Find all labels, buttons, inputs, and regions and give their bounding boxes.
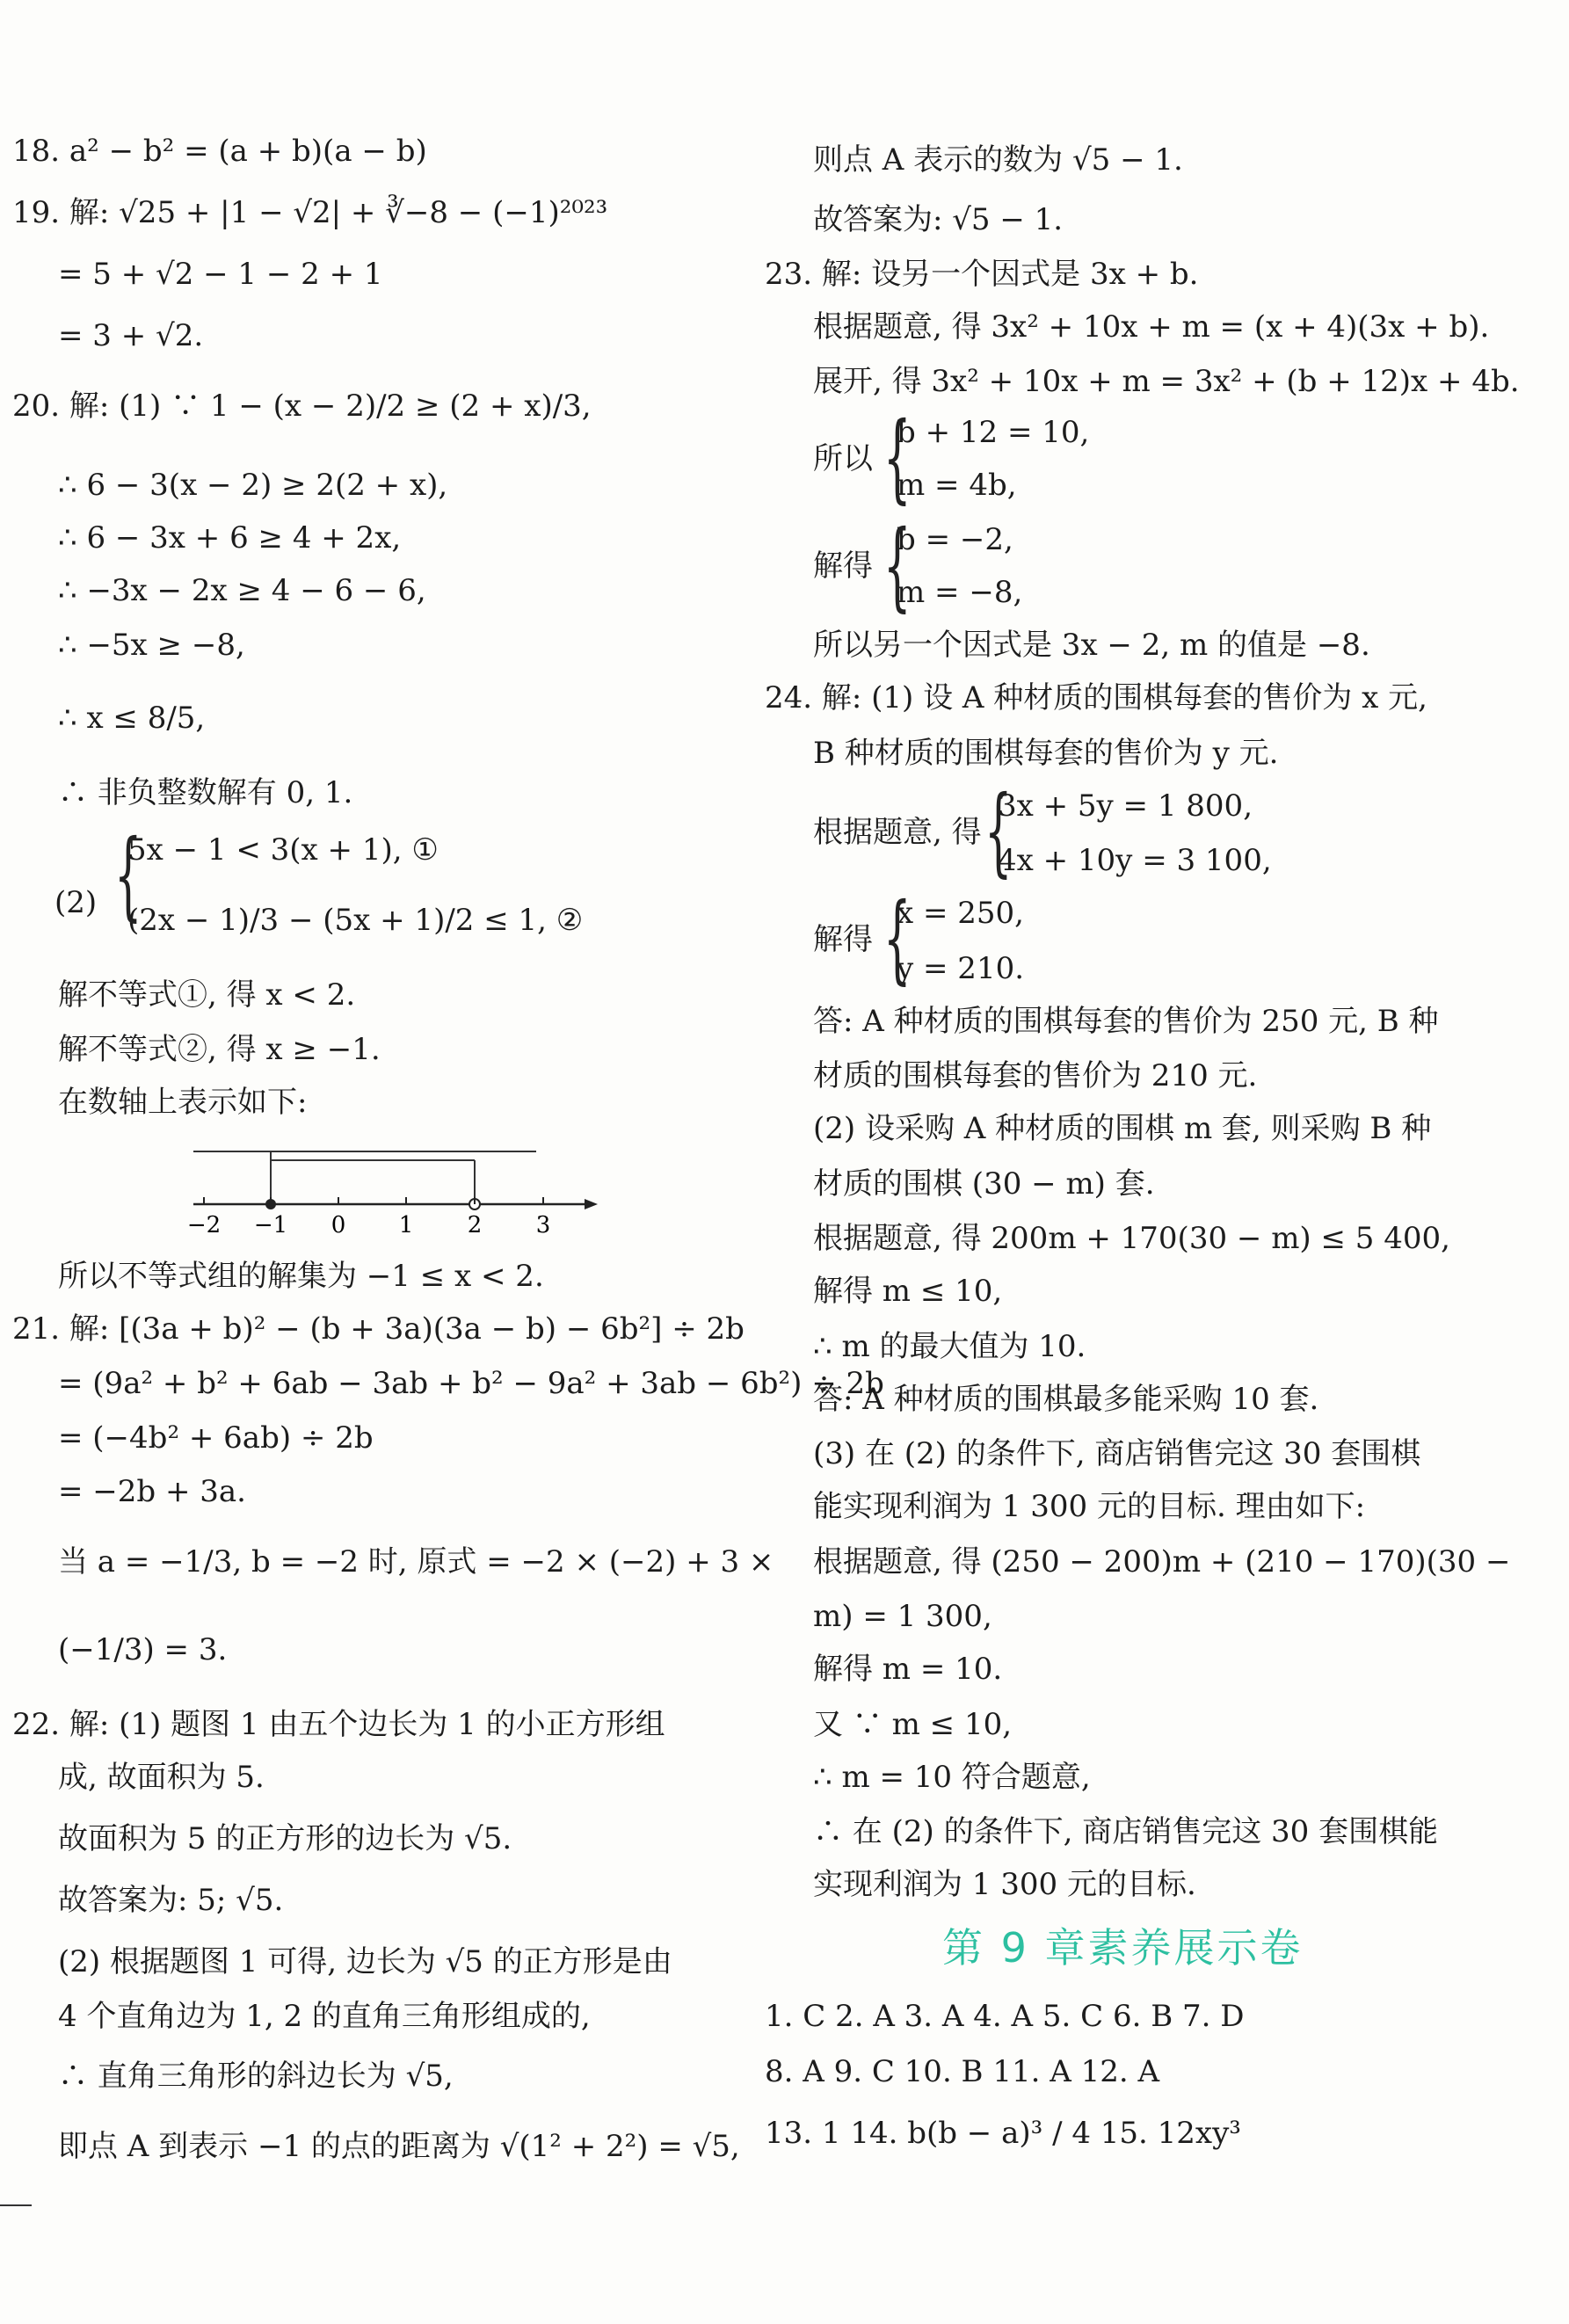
- text-line: 则点 A 表示的数为 √5 − 1.: [813, 142, 1183, 178]
- text-line: ∴ 非负整数解有 0, 1.: [58, 775, 353, 810]
- text-line: 根据题意, 得 3x² + 10x + m = (x + 4)(3x + b).: [813, 309, 1490, 345]
- text-line: b + 12 = 10,: [897, 415, 1090, 450]
- text-line: 4x + 10y = 3 100,: [998, 843, 1272, 878]
- text-line: y = 210.: [897, 951, 1025, 986]
- text-line: 能实现利润为 1 300 元的目标. 理由如下:: [813, 1489, 1366, 1524]
- text-line: 故答案为: 5; √5.: [58, 1883, 284, 1918]
- system-brace-24a: {: [984, 774, 1013, 887]
- text-line: 在数轴上表示如下:: [58, 1085, 308, 1120]
- text-line: ∴ m 的最大值为 10.: [813, 1329, 1086, 1364]
- answers-row-2: 8. A 9. C 10. B 11. A 12. A: [765, 2054, 1160, 2089]
- text-line: (3) 在 (2) 的条件下, 商店销售完这 30 套围棋: [813, 1436, 1421, 1471]
- text-line: = (9a² + b² + 6ab − 3ab + b² − 9a² + 3ab − 6b²) ÷ 2b: [58, 1366, 884, 1401]
- text-line: 4 个直角边为 1, 2 的直角三角形组成的,: [58, 1999, 591, 2034]
- text-line: 材质的围棋每套的售价为 210 元.: [813, 1058, 1258, 1093]
- text-line: (2x − 1)/3 − (5x + 1)/2 ≤ 1, ②: [127, 903, 584, 938]
- text-line: m = −8,: [897, 575, 1023, 610]
- answers-row-1: 1. C 2. A 3. A 4. A 5. C 6. B 7. D: [765, 1999, 1245, 2034]
- tick-label: 2: [467, 1212, 483, 1238]
- text-line: 解得: [813, 548, 873, 584]
- text-line: 23. 解: 设另一个因式是 3x + b.: [765, 257, 1199, 292]
- page-edge-rule: [0, 2204, 32, 2206]
- text-line: 根据题意, 得 200m + 170(30 − m) ≤ 5 400,: [813, 1221, 1450, 1256]
- text-line: 答: A 种材质的围棋最多能采购 10 套.: [813, 1382, 1319, 1417]
- text-line: 19. 解: √25 + |1 − √2| + ∛−8 − (−1)²⁰²³: [12, 195, 608, 230]
- text-line: ∴ 6 − 3(x − 2) ≥ 2(2 + x),: [58, 468, 448, 503]
- tick-label: −1: [253, 1212, 288, 1238]
- text-line: ∴ −5x ≥ −8,: [58, 628, 245, 663]
- text-line: 根据题意, 得 (250 − 200)m + (210 − 170)(30 −: [813, 1544, 1511, 1580]
- answers-row-3: 13. 1 14. b(b − a)³ / 4 15. 12xy³: [765, 2116, 1241, 2151]
- tick-label: 1: [398, 1212, 414, 1238]
- tick-label: 0: [331, 1212, 346, 1238]
- text-line: 5x − 1 < 3(x + 1), ①: [127, 832, 439, 868]
- text-line: 解得 m ≤ 10,: [813, 1274, 1003, 1309]
- text-line: 解不等式②, 得 x ≥ −1.: [58, 1032, 381, 1067]
- text-line: 3x + 5y = 1 800,: [998, 788, 1253, 824]
- text-line: 故面积为 5 的正方形的边长为 √5.: [58, 1821, 512, 1856]
- text-line: 24. 解: (1) 设 A 种材质的围棋每套的售价为 x 元,: [765, 680, 1427, 715]
- text-line: ∴ 6 − 3x + 6 ≥ 4 + 2x,: [58, 520, 402, 556]
- text-line: 解得 m = 10.: [813, 1652, 1003, 1687]
- text-line: 又 ∵ m ≤ 10,: [813, 1707, 1013, 1742]
- text-line: x = 250,: [897, 896, 1024, 931]
- text-line: 解不等式①, 得 x < 2.: [58, 977, 356, 1013]
- system-brace-20-2: {: [114, 818, 142, 931]
- text-line: (2) 根据题图 1 可得, 边长为 √5 的正方形是由: [58, 1944, 672, 1979]
- text-line: m) = 1 300,: [813, 1599, 992, 1634]
- text-line: ∴ 在 (2) 的条件下, 商店销售完这 30 套围棋能: [813, 1814, 1439, 1849]
- system-brace-23a: {: [883, 401, 912, 513]
- text-line: (2) 设采购 A 种材质的围棋 m 套, 则采购 B 种: [813, 1111, 1432, 1146]
- text-line: b = −2,: [897, 522, 1013, 557]
- text-line: ∴ m = 10 符合题意,: [813, 1760, 1091, 1795]
- text-line: 故答案为: √5 − 1.: [813, 202, 1064, 237]
- text-line: 即点 A 到表示 −1 的点的距离为 √(1² + 2²) = √5,: [58, 2129, 740, 2164]
- text-line: 解得: [813, 922, 873, 957]
- text-line: ∴ −3x − 2x ≥ 4 − 6 − 6,: [58, 573, 426, 608]
- text-line: 18. a² − b² = (a + b)(a − b): [12, 134, 427, 169]
- text-line: B 种材质的围棋每套的售价为 y 元.: [813, 736, 1279, 771]
- text-line: = 3 + √2.: [58, 318, 204, 353]
- text-line: ∴ x ≤ 8/5,: [58, 701, 206, 736]
- text-line: 展开, 得 3x² + 10x + m = 3x² + (b + 12)x + 4b.: [813, 364, 1520, 399]
- text-line: 成, 故面积为 5.: [58, 1760, 265, 1795]
- text-line: 材质的围棋 (30 − m) 套.: [813, 1166, 1155, 1202]
- text-line: 21. 解: [(3a + b)² − (b + 3a)(3a − b) − 6b²] ÷ 2b: [12, 1311, 745, 1347]
- text-line: = 5 + √2 − 1 − 2 + 1: [58, 257, 383, 292]
- text-line: 22. 解: (1) 题图 1 由五个边长为 1 的小正方形组: [12, 1707, 665, 1742]
- text-line: 实现利润为 1 300 元的目标.: [813, 1867, 1196, 1902]
- text-line: 20. 解: (1) ∵ 1 − (x − 2)/2 ≥ (2 + x)/3,: [12, 389, 592, 424]
- text-line: 答: A 种材质的围棋每套的售价为 250 元, B 种: [813, 1004, 1439, 1039]
- number-line: [158, 1134, 615, 1239]
- text-line: (−1/3) = 3.: [58, 1632, 228, 1667]
- text-line: 所以: [813, 441, 873, 476]
- text-line: m = 4b,: [897, 468, 1017, 503]
- text-line: (2): [54, 885, 98, 920]
- text-line: 根据题意, 得: [813, 815, 982, 850]
- text-line: 当 a = −1/3, b = −2 时, 原式 = −2 × (−2) + 3 ×: [58, 1544, 774, 1580]
- tick-label: −2: [186, 1212, 222, 1238]
- tick-label: 3: [535, 1212, 551, 1238]
- text-line: 所以另一个因式是 3x − 2, m 的值是 −8.: [813, 628, 1370, 663]
- text-line: = (−4b² + 6ab) ÷ 2b: [58, 1420, 374, 1456]
- text-line: ∴ 直角三角形的斜边长为 √5,: [58, 2059, 454, 2094]
- system-brace-24b: {: [883, 882, 912, 994]
- system-brace-23b: {: [883, 509, 912, 621]
- section-title: 第 9 章素养展示卷: [942, 1924, 1304, 1972]
- text-line: 所以不等式组的解集为 −1 ≤ x < 2.: [58, 1259, 544, 1294]
- text-line: = −2b + 3a.: [58, 1474, 246, 1509]
